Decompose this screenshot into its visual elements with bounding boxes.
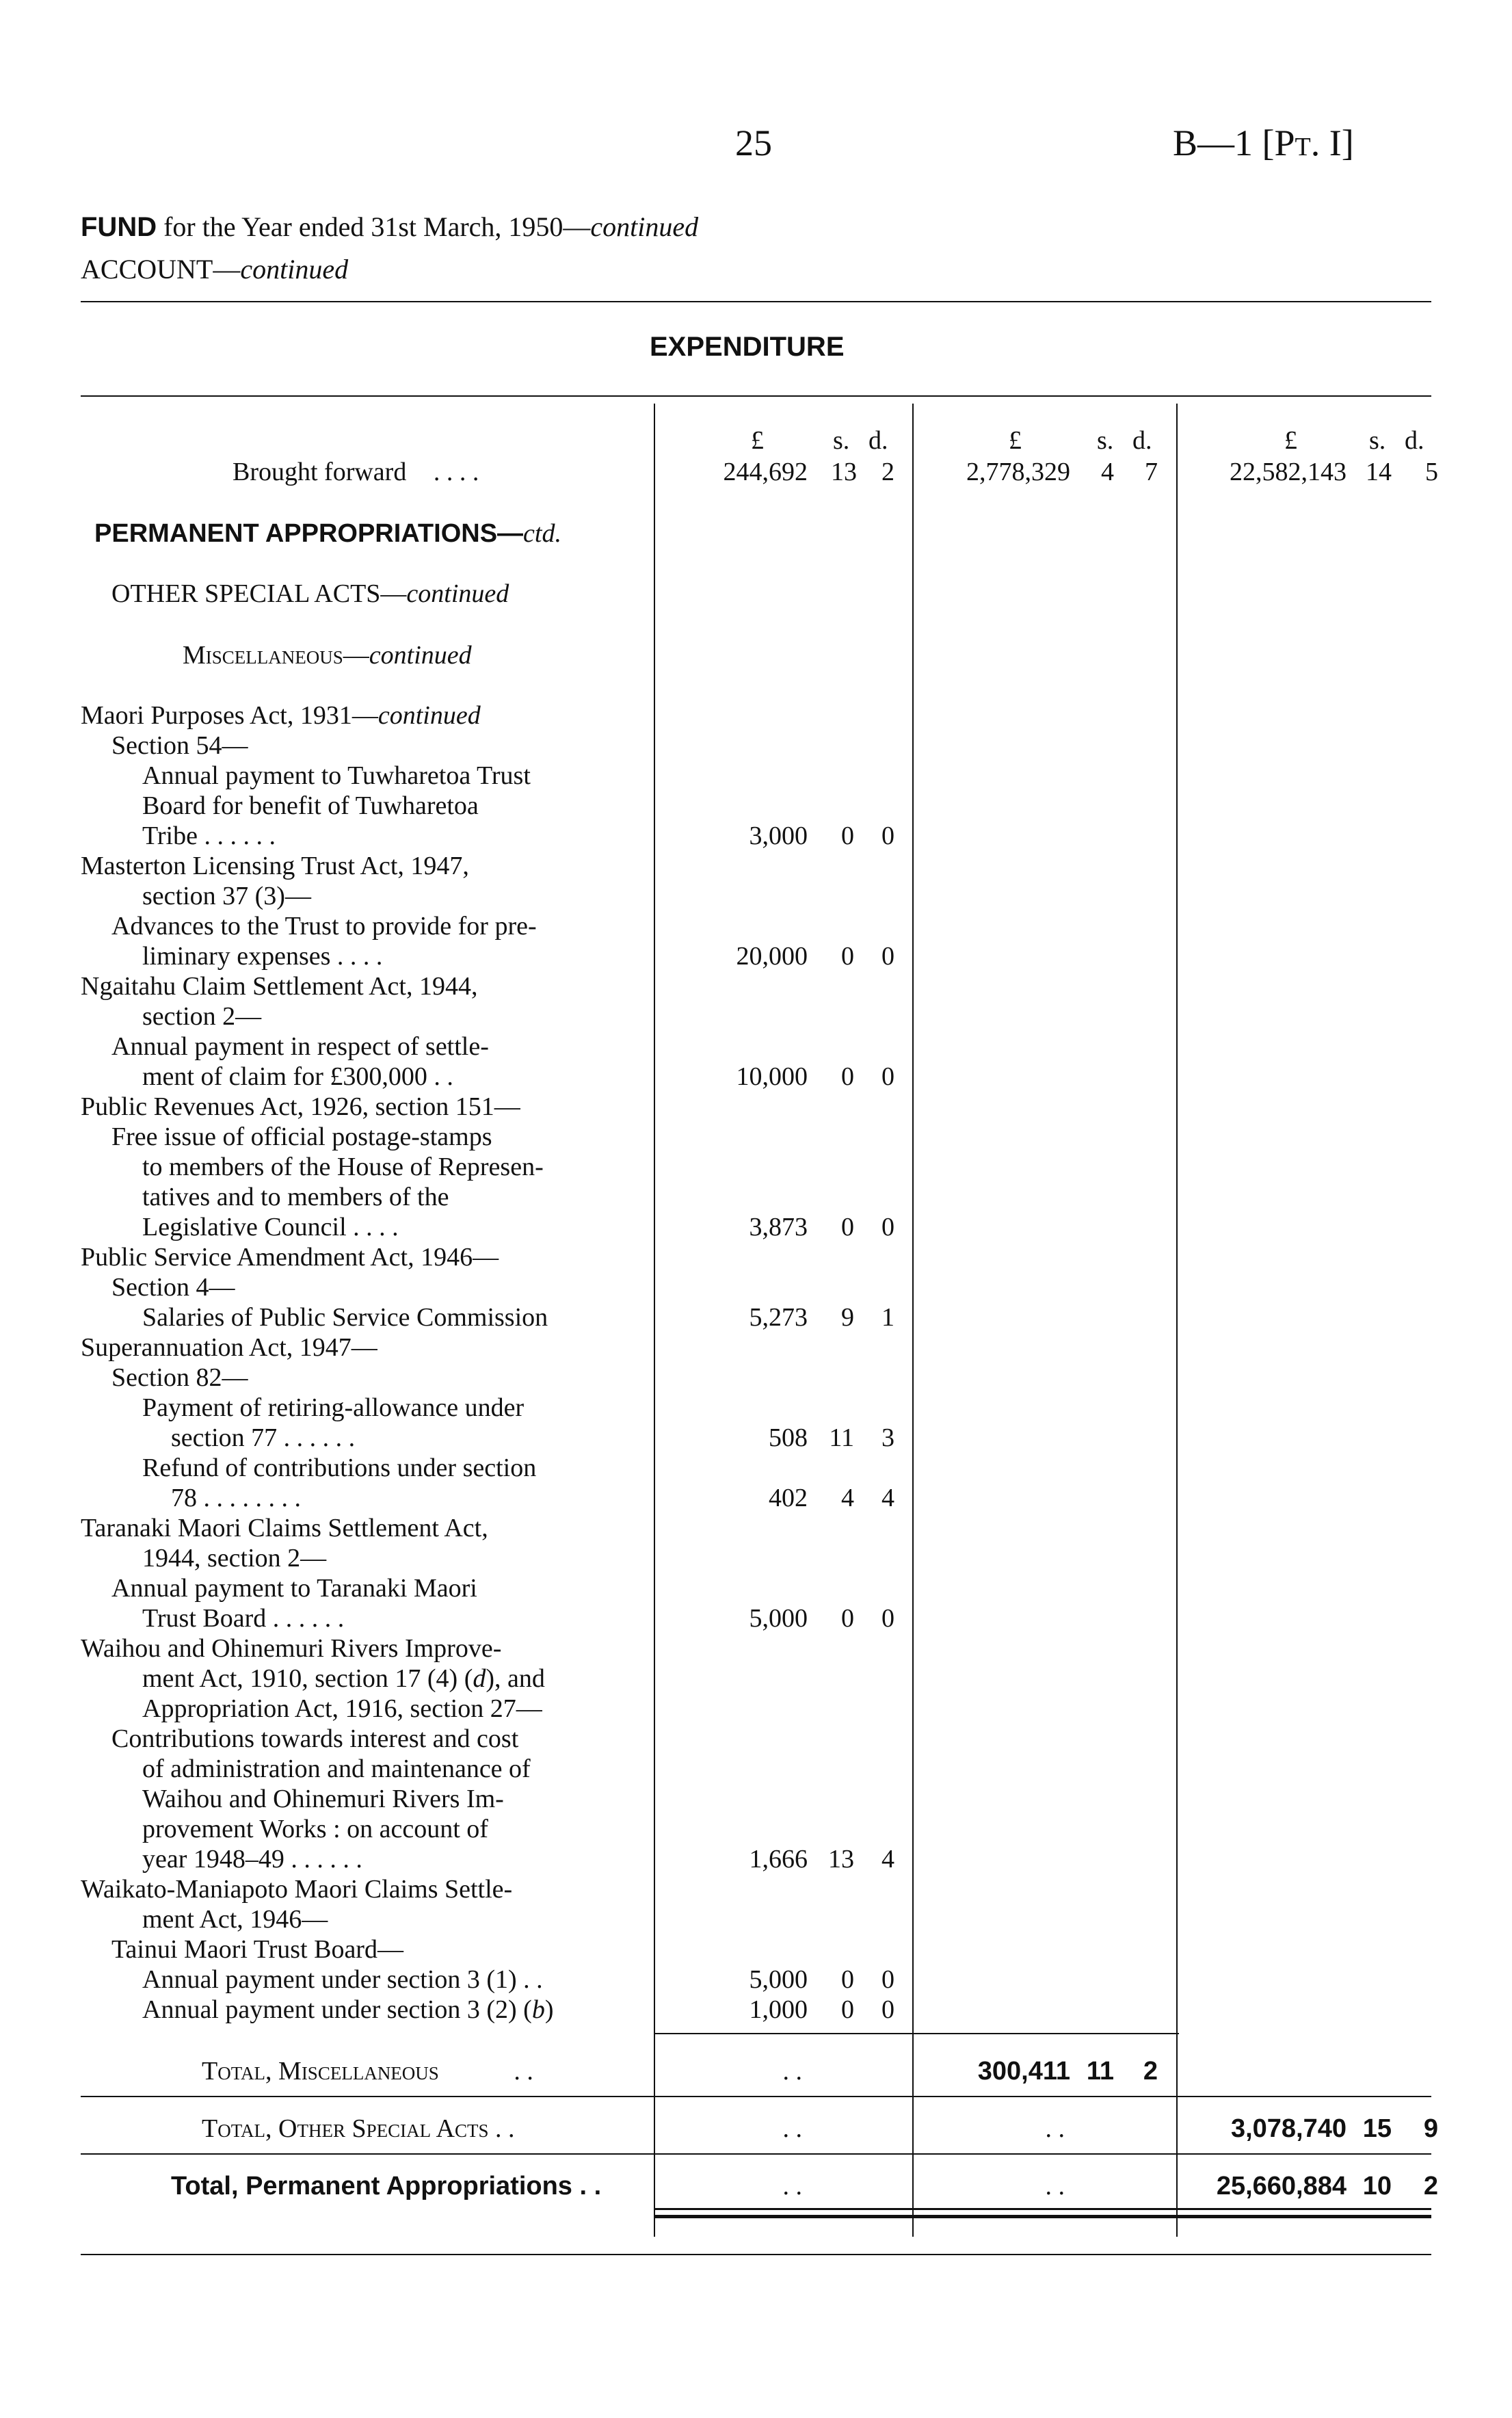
entry-line: ment Act, 1946— xyxy=(142,1905,328,1934)
total-other-shillings: 15 xyxy=(1362,2114,1392,2143)
brought-forward-col1-d: 2 xyxy=(881,458,894,486)
fund-italic: continued xyxy=(590,211,699,242)
amount-shillings: 0 xyxy=(841,942,854,971)
reference-prefix: B—1 [P xyxy=(1173,122,1295,163)
total-misc-text: Total, Miscellaneous xyxy=(202,2057,439,2086)
entry-line: Ngaitahu Claim Settlement Act, 1944, xyxy=(81,972,478,1001)
brought-forward-leader: . . . . xyxy=(433,458,479,486)
total-other-col2: . . xyxy=(1045,2114,1065,2143)
col3-pence-header: d. xyxy=(1405,426,1424,455)
entry-line: Free issue of official postage-stamps xyxy=(111,1122,492,1151)
amount-pounds: 5,000 xyxy=(749,1965,808,1994)
entry-text: Annual payment under section 3 (2) ( xyxy=(142,1995,532,2024)
total-misc-col1: . . xyxy=(782,2057,802,2086)
entry-line: provement Works : on account of xyxy=(142,1815,488,1843)
column-divider-3 xyxy=(1176,404,1178,2237)
column-divider-1 xyxy=(654,404,655,2237)
brought-forward-col3-pounds: 22,582,143 xyxy=(1230,458,1347,486)
entry-line: Refund of contributions under section xyxy=(142,1454,537,1482)
entry-line: section 77 . . . . . . xyxy=(171,1423,356,1452)
other-special-italic: continued xyxy=(406,579,509,608)
other-special-text: OTHER SPECIAL ACTS— xyxy=(111,579,407,608)
total-permanent-col2: . . xyxy=(1045,2172,1065,2200)
amount-pence: 0 xyxy=(881,1604,894,1633)
amount-shillings: 9 xyxy=(841,1303,854,1332)
entry-line: ment of claim for £300,000 . . xyxy=(142,1062,453,1091)
fund-heading xyxy=(81,211,698,243)
reference-suffix: t. I] xyxy=(1295,122,1354,163)
entry-line: Public Revenues Act, 1926, section 151— xyxy=(81,1092,520,1121)
entry-line: Waikato-Maniapoto Maori Claims Settle- xyxy=(81,1875,513,1904)
document-reference xyxy=(1173,122,1354,164)
brought-forward-col1-pounds: 244,692 xyxy=(723,458,808,486)
amount-pounds: 10,000 xyxy=(736,1062,808,1091)
amount-pounds: 508 xyxy=(769,1423,808,1452)
account-italic: continued xyxy=(240,254,349,285)
total-other-text: Total, Other Special Acts . . xyxy=(202,2114,515,2143)
amount-pence: 4 xyxy=(881,1484,894,1512)
entry-italic: b xyxy=(531,1995,545,2024)
entry-line: Legislative Council . . . . xyxy=(142,1213,399,1241)
amount-shillings: 0 xyxy=(841,1604,854,1633)
brought-forward-col1-s: 13 xyxy=(831,458,857,486)
entry-line: Waihou and Ohinemuri Rivers Im- xyxy=(142,1785,504,1813)
entry-line: Section 82— xyxy=(111,1363,248,1392)
brought-forward-text: Brought forward xyxy=(233,458,407,486)
entry-italic: continued xyxy=(377,701,481,730)
col2-pence-header: d. xyxy=(1132,426,1152,455)
amount-pence: 0 xyxy=(881,1213,894,1241)
entry-line: Contributions towards interest and cost xyxy=(111,1724,519,1753)
brought-forward-col3-s: 14 xyxy=(1366,458,1392,486)
amount-pounds: 3,000 xyxy=(749,822,808,850)
entry-line: Annual payment in respect of settle- xyxy=(111,1032,489,1061)
section-title: EXPENDITURE xyxy=(650,332,845,362)
page-bottom-rule xyxy=(81,2254,1431,2255)
other-special-acts-heading xyxy=(111,579,509,609)
entry-line: Section 4— xyxy=(111,1273,235,1302)
col1-pound-header: £ xyxy=(751,426,764,455)
amount-pence: 0 xyxy=(881,1995,894,2024)
amount-pence: 3 xyxy=(881,1423,894,1452)
entry-line: section 2— xyxy=(142,1002,262,1031)
entry-line: Waihou and Ohinemuri Rivers Improve- xyxy=(81,1634,502,1663)
entry-line: liminary expenses . . . . xyxy=(142,942,383,971)
entry-text: Maori Purposes Act, 1931— xyxy=(81,701,378,730)
amount-pounds: 20,000 xyxy=(736,942,808,971)
miscellaneous-heading xyxy=(183,640,472,670)
total-other-pounds: 3,078,740 xyxy=(1230,2114,1347,2143)
amount-pounds: 5,273 xyxy=(749,1303,808,1332)
amount-pence: 0 xyxy=(881,1062,894,1091)
amount-shillings: 0 xyxy=(841,1062,854,1091)
total-miscellaneous-label xyxy=(202,2056,533,2086)
entry-line: 1944, section 2— xyxy=(142,1544,327,1573)
entry-line xyxy=(142,1995,554,2025)
brought-forward-col3-d: 5 xyxy=(1425,458,1438,486)
entry-line xyxy=(142,1664,545,1694)
brought-forward-col2-pounds: 2,778,329 xyxy=(966,458,1070,486)
total-misc-pounds: 300,411 xyxy=(977,2057,1070,2086)
col2-pound-header: £ xyxy=(1009,426,1022,455)
total-permanent-col1: . . xyxy=(782,2172,802,2200)
table-top-rule xyxy=(81,395,1431,397)
amount-pence: 1 xyxy=(881,1303,894,1332)
entry-text: ), and xyxy=(486,1664,545,1693)
entry-line: Tribe . . . . . . xyxy=(142,822,276,850)
amount-pounds: 402 xyxy=(769,1484,808,1512)
amount-pence: 0 xyxy=(881,822,894,850)
fund-bold: FUND xyxy=(81,212,157,242)
entry-line: of administration and maintenance of xyxy=(142,1755,531,1783)
entry-line: Tainui Maori Trust Board— xyxy=(111,1935,403,1964)
col3-shilling-header: s. xyxy=(1369,426,1386,455)
total-permanent-appropriations-label xyxy=(171,2171,601,2201)
brought-forward-col2-d: 7 xyxy=(1145,458,1158,486)
fund-text: for the Year ended 31st March, 1950— xyxy=(157,211,591,242)
header-rule xyxy=(81,301,1431,302)
entry-line: Board for benefit of Tuwharetoa xyxy=(142,791,479,820)
misc-heading-italic: continued xyxy=(369,641,472,670)
total-permanent-pence: 2 xyxy=(1423,2172,1438,2200)
entry-line: Appropriation Act, 1916, section 27— xyxy=(142,1694,542,1723)
column-divider-2 xyxy=(912,404,914,2237)
other-total-top-rule xyxy=(81,2096,1431,2097)
account-text: ACCOUNT— xyxy=(81,254,241,285)
entry-line: section 37 (3)— xyxy=(142,882,311,910)
total-misc-shillings: 11 xyxy=(1086,2057,1114,2086)
total-other-col1: . . xyxy=(782,2114,802,2143)
brought-forward-label xyxy=(233,457,479,487)
amount-pounds: 1,666 xyxy=(749,1845,808,1874)
col3-pound-header: £ xyxy=(1284,426,1297,455)
col1-pence-header: d. xyxy=(868,426,888,455)
entry-line: Public Service Amendment Act, 1946— xyxy=(81,1243,499,1272)
total-misc-leader: . . xyxy=(514,2057,533,2086)
total-permanent-pounds: 25,660,884 xyxy=(1216,2172,1347,2200)
entry-line: Superannuation Act, 1947— xyxy=(81,1333,377,1362)
amount-pounds: 1,000 xyxy=(749,1995,808,2024)
col2-shilling-header: s. xyxy=(1097,426,1114,455)
entry-line: Annual payment to Tuwharetoa Trust xyxy=(142,761,531,790)
amount-shillings: 4 xyxy=(841,1484,854,1512)
misc-total-top-rule xyxy=(654,2033,1179,2034)
permanent-heading-italic: ctd. xyxy=(523,519,561,548)
total-permanent-text: Total, Permanent Appropriations . . xyxy=(171,2172,602,2200)
permanent-appropriations-heading xyxy=(94,518,561,549)
col1-shilling-header: s. xyxy=(833,426,850,455)
final-double-rule-bottom xyxy=(654,2215,1431,2218)
entry-italic: d xyxy=(473,1664,486,1693)
entry-line: Advances to the Trust to provide for pre- xyxy=(111,912,537,941)
amount-pounds: 5,000 xyxy=(749,1604,808,1633)
amount-shillings: 11 xyxy=(829,1423,854,1452)
entry-line xyxy=(81,700,481,731)
total-other-special-acts-label xyxy=(202,2114,514,2144)
amount-shillings: 0 xyxy=(841,1213,854,1241)
brought-forward-col2-s: 4 xyxy=(1101,458,1114,486)
entry-line: Annual payment under section 3 (1) . . xyxy=(142,1965,543,1994)
entry-line: Annual payment to Taranaki Maori xyxy=(111,1574,477,1603)
entry-line: 78 . . . . . . . . xyxy=(171,1484,301,1512)
final-double-rule-top xyxy=(654,2208,1431,2210)
amount-shillings: 13 xyxy=(828,1845,854,1874)
total-permanent-shillings: 10 xyxy=(1362,2172,1392,2200)
entry-line: year 1948–49 . . . . . . xyxy=(142,1845,362,1874)
permanent-heading-text: PERMANENT APPROPRIATIONS— xyxy=(94,519,524,548)
amount-pence: 4 xyxy=(881,1845,894,1874)
account-heading xyxy=(81,253,348,285)
page-number: 25 xyxy=(735,122,772,163)
misc-heading-text: Miscellaneous— xyxy=(183,641,369,670)
entry-text: ment Act, 1910, section 17 (4) ( xyxy=(142,1664,473,1693)
entry-line: Salaries of Public Service Commission xyxy=(142,1303,548,1332)
entry-line: Trust Board . . . . . . xyxy=(142,1604,345,1633)
amount-pence: 0 xyxy=(881,942,894,971)
amount-shillings: 0 xyxy=(841,822,854,850)
amount-pence: 0 xyxy=(881,1965,894,1994)
entry-line: to members of the House of Represen- xyxy=(142,1153,544,1181)
permanent-total-top-rule xyxy=(81,2153,1431,2155)
amount-shillings: 0 xyxy=(841,1995,854,2024)
entry-line: Taranaki Maori Claims Settlement Act, xyxy=(81,1514,488,1542)
entry-line: Section 54— xyxy=(111,731,248,760)
amount-shillings: 0 xyxy=(841,1965,854,1994)
amount-pounds: 3,873 xyxy=(749,1213,808,1241)
total-other-pence: 9 xyxy=(1423,2114,1438,2143)
entry-line: tatives and to members of the xyxy=(142,1183,449,1211)
total-misc-pence: 2 xyxy=(1143,2057,1158,2086)
entry-line: Masterton Licensing Trust Act, 1947, xyxy=(81,852,469,880)
entry-line: Payment of retiring-allowance under xyxy=(142,1393,525,1422)
entry-text: ) xyxy=(544,1995,554,2024)
